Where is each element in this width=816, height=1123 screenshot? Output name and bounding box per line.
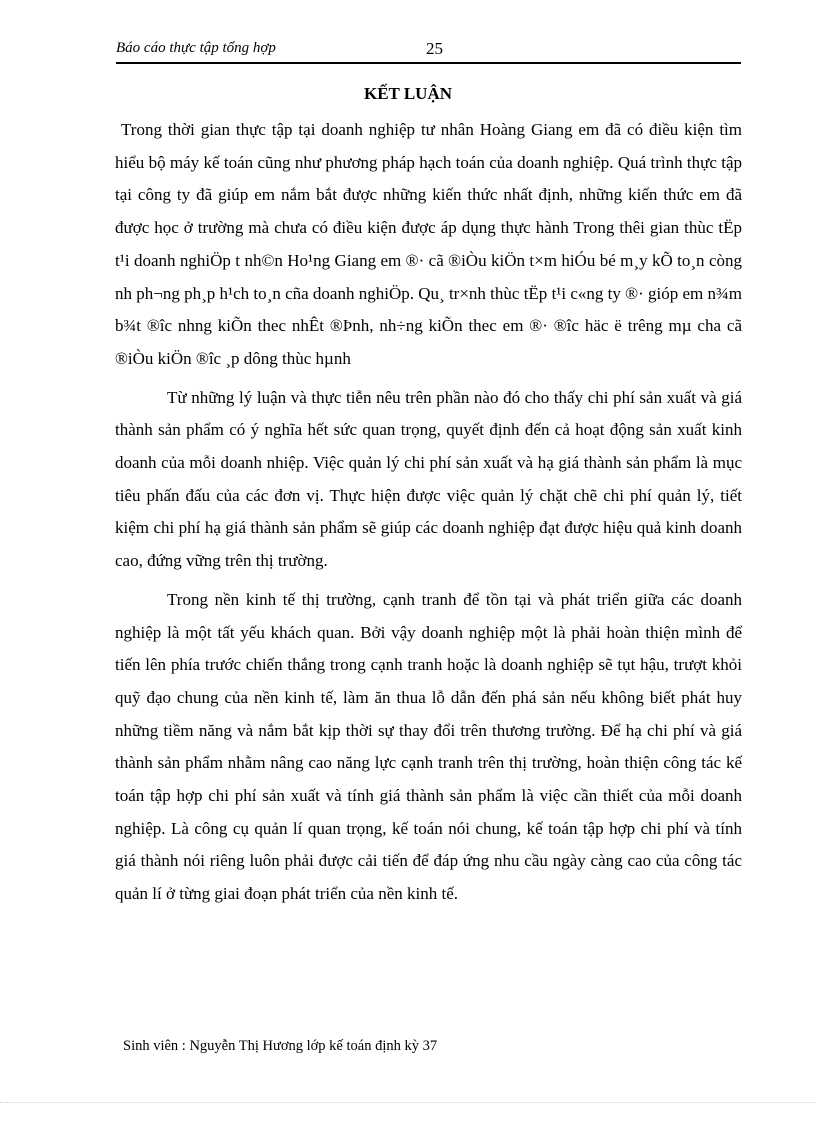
document-body: [115, 114, 742, 911]
page-number: 25: [426, 39, 443, 58]
page-header: [116, 38, 741, 64]
header-rule: [116, 62, 741, 64]
document-title: KẾT LUẬN: [363, 84, 452, 103]
paragraph-1: Trong thời gian thực tập tại doanh nghiệp tư nhân Hoàng Giang em đã có điều kiện tìm hiểu bộ máy kế toán cũng như phương pháp hạch toán của doanh nghiệp. Quá trình thực tập tại công ty đã giúp em nắm bắt được những kiến thức nhất định, những kiến thức em đã được học ở trường mà chưa có điều kiện được áp dụng thực hành Trong thêi gian thùc tËp t¹i doanh nghiÖp t nh©n Ho¹ng Giang em ®· cã ®iÒu kiÖn t×m hiÓu bé m¸y kÕ to¸n còng nh ph¬ng ph¸p h¹ch to¸n cña doanh nghiÖp. Qu¸ tr×nh thùc tËp t¹i c«ng ty ®· gióp em n¾m b¾t ®îc nhng kiÕn thec nhÊt ®Þnh, nh÷ng kiÕn thec em ®· ®îc häc ë trêng mµ cha cã ®iÒu kiÖn ®îc ¸p dông thùc hµnh: [115, 120, 742, 368]
paragraph-3: Trong nền kinh tế thị trường, cạnh tranh để tồn tại và phát triển giữa các doanh nghiệp là một tất yếu khách quan. Bởi vậy doanh nghiệp một là phải hoàn thiện mình để tiến lên phía trước chiến thắng trong cạnh tranh hoặc là doanh nghiệp sẽ tụt hậu, trượt khỏi quỹ đạo chung của nền kinh tế, làm ăn thua lỗ dẫn đến phá sản nếu không biết phát huy những tiềm năng và nắm bắt kịp thời sự thay đổi trên thương trường. Để hạ chi phí và giá thành sản phẩm nhằm nâng cao năng lực cạnh tranh trên thị trường, hoàn thiện công tác kế toán tập hợp chi phí sản xuất và tính giá thành sản phẩm là việc cần thiết của mỗi doanh nghiệp. Là công cụ quản lí quan trọng, kế toán nói chung, kế toán tập hợp chi phí và tính giá thành nói riêng luôn phải được cải tiến để đáp ứng nhu cầu ngày càng cao của công tác quản lí ở từng giai đoạn phát triển của nền kinh tế.: [115, 589, 742, 904]
page-footer: Sinh viên : Nguyễn Thị Hương lớp kế toán định kỳ 37: [123, 1038, 438, 1054]
paragraph-2: Từ những lý luận và thực tiễn nêu trên phần nào đó cho thấy chi phí sản xuất và giá thành sản phẩm có ý nghĩa hết sức quan trọng, quyết định đến cả hoạt động sản xuất kinh doanh của mỗi doanh nhiệp. Việc quản lý chi phí sản xuất và hạ giá thành sản phẩm là mục tiêu phấn đấu của các đơn vị. Thực hiện được việc quản lý chặt chẽ chi phí quản lý, tiết kiệm chi phí hạ giá thành sản phẩm sẽ giúp các doanh nghiệp đạt được hiệu quả kinh doanh cao, đứng vững trên thị trường.: [115, 387, 742, 571]
page-bottom-divider: [0, 1102, 816, 1103]
header-title: Báo cáo thực tập tổng hợp: [116, 40, 276, 56]
